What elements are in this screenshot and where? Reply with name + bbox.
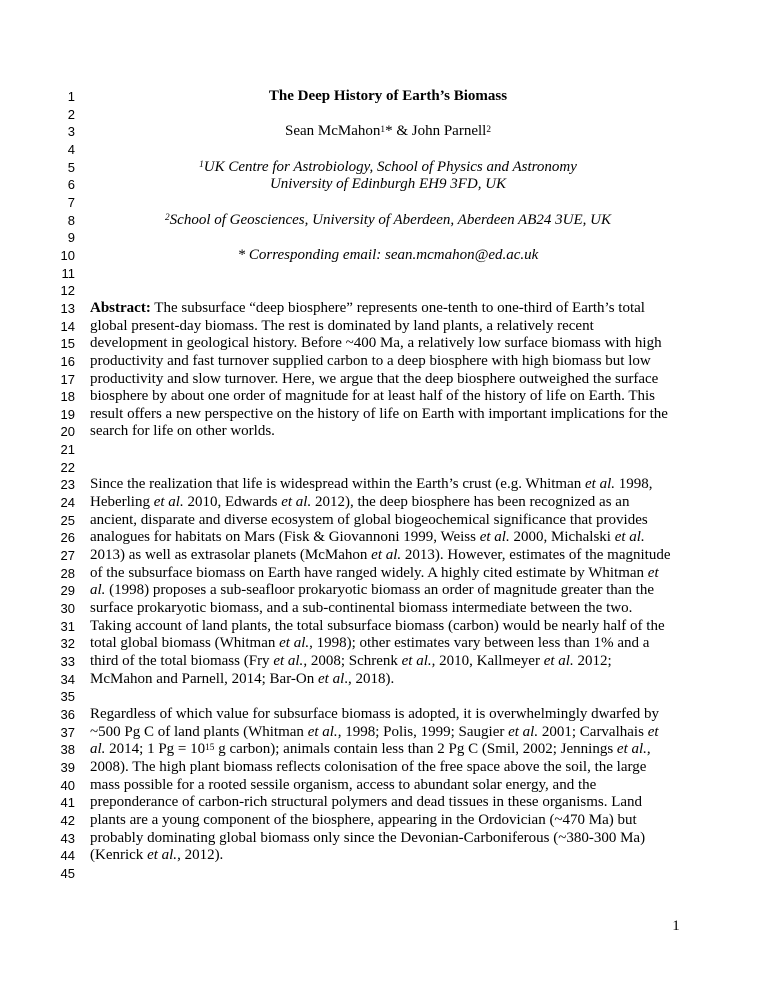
manuscript-line	[0, 600, 773, 618]
line-text	[75, 229, 773, 247]
text-run: 1998,	[615, 476, 653, 493]
manuscript-line	[0, 159, 773, 177]
text-run: et al.	[153, 494, 184, 511]
line-number: 12	[60, 283, 75, 299]
line-text	[75, 688, 773, 706]
text-run: 2000, Michalski	[509, 529, 615, 546]
text-run: et al.	[614, 529, 645, 546]
text-run: global present-day biomass. The rest is dominated by land plants, a relatively recent	[90, 317, 594, 334]
line-number: 33	[60, 654, 75, 669]
text-run: biosphere by about one order of magnitude for at least half of the history of life on Earth. This	[90, 388, 655, 405]
text-run: 2008). The high plant biomass reflects colonisation of the free space above the soil, the large	[90, 758, 647, 775]
line-number: 37	[60, 724, 75, 740]
line-text	[75, 618, 773, 636]
text-run: et al.	[371, 547, 402, 564]
line-text	[75, 353, 773, 371]
manuscript-line	[0, 141, 773, 159]
text-run: g carbon); animals contain less than 2 Pg C (Smil, 2002; Jennings	[214, 741, 617, 758]
manuscript-line	[0, 582, 773, 600]
line-text	[75, 335, 773, 353]
line-number: 31	[60, 618, 75, 634]
line-text	[75, 847, 773, 865]
text-run: 2012), the deep biosphere has been recognized as an	[311, 494, 630, 511]
line-text	[75, 88, 773, 106]
text-run: preponderance of carbon-rich structural polymers and dead tissues in these organisms. Land	[90, 794, 643, 811]
text-run: , 1998); other estimates vary between less than 1% and a	[309, 635, 650, 652]
line-number: 11	[61, 265, 75, 281]
manuscript-line	[0, 653, 773, 671]
text-run: probably dominating global biomass only since the Devonian-Carboniferous (~380-300 Ma)	[90, 829, 646, 846]
text-run: et al.	[616, 741, 647, 758]
line-number: 32	[60, 636, 75, 652]
text-run: Taking account of land plants, the total subsurface biomass (carbon) would be nearly half of the	[90, 617, 665, 634]
line-text	[75, 582, 773, 600]
text-run: , 1998; Polis, 1999; Saugier	[337, 723, 509, 740]
text-run: 2010, Edwards	[183, 494, 282, 511]
line-text	[75, 159, 773, 177]
manuscript-line	[0, 618, 773, 636]
text-run: ancient, disparate and diverse ecosystem of global biogeochemical significance that provides	[90, 511, 648, 528]
manuscript-line	[0, 318, 773, 336]
text-run: 2012;	[573, 653, 612, 669]
line-text	[75, 653, 773, 671]
text-run: , 2008; Schrenk	[303, 653, 402, 669]
line-number: 26	[60, 530, 75, 546]
line-text	[75, 441, 773, 459]
manuscript-line	[0, 265, 773, 283]
line-number: 29	[60, 583, 75, 599]
manuscript-line	[0, 759, 773, 777]
line-text	[75, 318, 773, 336]
text-run: Sean McMahon	[285, 123, 381, 140]
text-run: The Deep History of Earth’s Biomass	[268, 88, 508, 104]
text-run: of the subsurface biomass on Earth have ranged widely. A highly cited estimate by Whitman	[90, 564, 648, 581]
manuscript-line	[0, 282, 773, 300]
text-run: (Kenrick	[90, 847, 148, 864]
manuscript-line	[0, 123, 773, 141]
line-text	[75, 476, 773, 494]
manuscript-line	[0, 529, 773, 547]
line-text	[75, 282, 773, 300]
line-text	[75, 459, 773, 477]
line-number: 6	[67, 177, 75, 193]
text-run: et	[647, 723, 659, 740]
text-run: et al.	[147, 847, 178, 864]
line-number: 9	[67, 230, 75, 246]
text-run: McMahon and Parnell, 2014; Bar-On	[90, 670, 318, 687]
line-text	[75, 529, 773, 547]
manuscript-line	[0, 830, 773, 848]
line-text	[75, 494, 773, 512]
manuscript-line	[0, 724, 773, 742]
text-run: al.	[90, 582, 106, 599]
line-number: 4	[67, 141, 75, 157]
text-run: al.	[90, 741, 106, 758]
text-run: University of Edinburgh EH9 3FD, UK	[269, 176, 507, 193]
text-run: Since the realization that life is widespread within the Earth’s crust (e.g. Whitman	[90, 476, 585, 493]
line-text	[75, 300, 773, 318]
manuscript-line	[0, 494, 773, 512]
manuscript-line	[0, 459, 773, 477]
text-run: et al.	[279, 635, 310, 652]
text-run: productivity and fast turnover supplied carbon to a deep biosphere with high biomass but low	[90, 352, 651, 369]
line-number: 45	[60, 865, 75, 881]
text-run: 2	[486, 124, 491, 135]
manuscript-line	[0, 300, 773, 318]
line-number: 15	[60, 336, 75, 352]
line-text	[75, 830, 773, 848]
text-run: productivity and slow turnover. Here, we argue that the deep biosphere outweighed the surface	[90, 370, 659, 387]
text-run: et	[647, 564, 659, 581]
text-run: * Corresponding email: sean.mcmahon@ed.ac.uk	[237, 246, 539, 263]
line-text	[75, 635, 773, 653]
manuscript-line	[0, 423, 773, 441]
line-text	[75, 812, 773, 830]
line-number: 38	[60, 742, 75, 758]
text-run: third of the total biomass (Fry	[90, 653, 274, 669]
line-number: 18	[60, 389, 75, 405]
text-run: 2014; 1 Pg = 10	[105, 741, 206, 758]
line-number: 30	[60, 601, 75, 617]
manuscript-line	[0, 512, 773, 530]
line-number: 19	[60, 406, 75, 422]
text-run: et al.	[273, 653, 304, 669]
text-run: 15	[205, 742, 215, 753]
line-text	[75, 212, 773, 230]
line-number: 7	[67, 194, 75, 210]
line-number: 23	[60, 477, 75, 493]
text-run: ., 2018).	[344, 670, 395, 687]
text-run: (1998) proposes a sub-seafloor prokaryotic biomass an order of magnitude greater than the	[105, 582, 654, 599]
line-number: 35	[60, 689, 75, 705]
line-text	[75, 671, 773, 689]
line-number: 21	[60, 442, 75, 458]
line-number: 40	[60, 777, 75, 793]
text-run: 1	[199, 160, 204, 171]
text-run: , 2010, Kallmeyer	[431, 653, 544, 669]
manuscript-line	[0, 777, 773, 795]
text-run: et al.	[401, 653, 432, 669]
line-number: 20	[60, 424, 75, 440]
manuscript-line	[0, 371, 773, 389]
line-text	[75, 565, 773, 583]
text-run: 2001; Carvalhais	[538, 723, 648, 740]
line-text	[75, 865, 773, 883]
text-run: surface prokaryotic biomass, and a sub-continental biomass intermediate between the two.	[90, 600, 633, 617]
manuscript-line	[0, 388, 773, 406]
line-text	[75, 388, 773, 406]
manuscript-line	[0, 635, 773, 653]
line-text	[75, 176, 773, 194]
text-run: , 2012).	[177, 847, 224, 864]
manuscript-line	[0, 476, 773, 494]
line-text	[75, 759, 773, 777]
line-number: 8	[67, 212, 75, 228]
manuscript-line	[0, 671, 773, 689]
manuscript-line	[0, 706, 773, 724]
page-number: 1	[672, 918, 680, 934]
manuscript-line	[0, 335, 773, 353]
manuscript-line	[0, 176, 773, 194]
line-number: 22	[60, 459, 75, 475]
text-run: UK Centre for Astrobiology, School of Physics and Astronomy	[203, 158, 577, 175]
line-number: 17	[60, 371, 75, 387]
line-text	[75, 265, 773, 283]
manuscript-line	[0, 794, 773, 812]
manuscript-line	[0, 547, 773, 565]
line-text	[75, 123, 773, 141]
text-run: * & John Parnell	[385, 123, 487, 140]
manuscript-line	[0, 212, 773, 230]
manuscript-line	[0, 229, 773, 247]
line-text	[75, 512, 773, 530]
manuscript-line	[0, 406, 773, 424]
manuscript-line	[0, 688, 773, 706]
text-run: 2013). However, estimates of the magnitude	[401, 547, 671, 564]
text-run: et al.	[585, 476, 615, 493]
line-text	[75, 600, 773, 618]
line-number: 5	[67, 159, 75, 175]
text-run: et al.	[508, 723, 539, 740]
line-text	[75, 794, 773, 812]
text-run: 1	[380, 124, 386, 135]
text-run: ~500 Pg C of land plants (Whitman	[90, 723, 308, 740]
line-number: 39	[60, 759, 75, 775]
line-text	[75, 423, 773, 441]
line-text	[75, 777, 773, 795]
text-run: ,	[646, 741, 651, 758]
manuscript-line	[0, 247, 773, 265]
line-text	[75, 141, 773, 159]
manuscript-line	[0, 865, 773, 883]
line-number: 36	[60, 706, 75, 722]
line-number: 43	[60, 830, 75, 846]
text-run: Regardless of which value for subsurface biomass is adopted, it is overwhelmingly dwarfed by	[90, 705, 660, 722]
manuscript-line	[0, 565, 773, 583]
text-run: result offers a new perspective on the history of life on Earth with important implications for the	[90, 405, 668, 422]
line-number: 3	[67, 124, 75, 140]
text-run: search for life on other worlds.	[90, 423, 275, 440]
line-number: 10	[60, 247, 75, 263]
text-run: analogues for habitats on Mars (Fisk & Giovannoni 1999, Weiss	[90, 529, 480, 546]
text-run: School of Geosciences, University of Aberdeen, Aberdeen AB24 3UE, UK	[169, 211, 611, 228]
manuscript-line	[0, 106, 773, 124]
line-text	[75, 547, 773, 565]
text-run: Abstract:	[90, 299, 151, 316]
text-run: total global biomass (Whitman	[90, 635, 280, 652]
text-run: et al	[318, 670, 345, 687]
line-number: 14	[60, 318, 75, 334]
line-number: 24	[60, 495, 75, 511]
text-run: development in geological history. Before ~400 Ma, a relatively low surface biomass with high	[90, 335, 662, 352]
line-number: 25	[60, 512, 75, 528]
line-text	[75, 106, 773, 124]
text-run: et al.	[281, 494, 312, 511]
line-text	[75, 247, 773, 265]
line-number: 1	[67, 89, 75, 104]
manuscript-line	[0, 741, 773, 759]
manuscript-line	[0, 441, 773, 459]
manuscript-line	[0, 194, 773, 212]
text-run: plants are a young component of the biosphere, appearing in the Ordovician (~470 Ma) but	[90, 811, 637, 828]
line-text	[75, 741, 773, 759]
line-text	[75, 706, 773, 724]
manuscript-line	[0, 88, 773, 106]
line-text	[75, 371, 773, 389]
line-text	[75, 406, 773, 424]
manuscript-line	[0, 353, 773, 371]
line-number: 42	[60, 812, 75, 828]
line-number: 34	[60, 671, 75, 687]
text-run: et al.	[543, 653, 574, 669]
line-number: 2	[67, 106, 75, 122]
text-run: The subsurface “deep biosphere” represents one-tenth to one-third of Earth’s total	[150, 299, 645, 316]
line-number: 13	[60, 300, 75, 316]
line-number: 28	[60, 565, 75, 581]
text-run: et al.	[307, 723, 338, 740]
manuscript-body	[0, 88, 773, 883]
line-number: 44	[60, 848, 75, 864]
manuscript-line	[0, 812, 773, 830]
text-run: 2013) as well as extrasolar planets (McMahon	[90, 547, 372, 564]
text-run: 2	[165, 213, 170, 224]
line-number: 41	[60, 795, 75, 811]
text-run: mass possible for a rooted sessile organism, access to abundant solar energy, and the	[90, 776, 597, 793]
text-run: Heberling	[90, 494, 154, 511]
manuscript-line	[0, 847, 773, 865]
line-number: 27	[60, 548, 75, 564]
text-run: et al.	[479, 529, 510, 546]
line-number: 16	[60, 353, 75, 369]
line-text	[75, 194, 773, 212]
line-text	[75, 724, 773, 742]
